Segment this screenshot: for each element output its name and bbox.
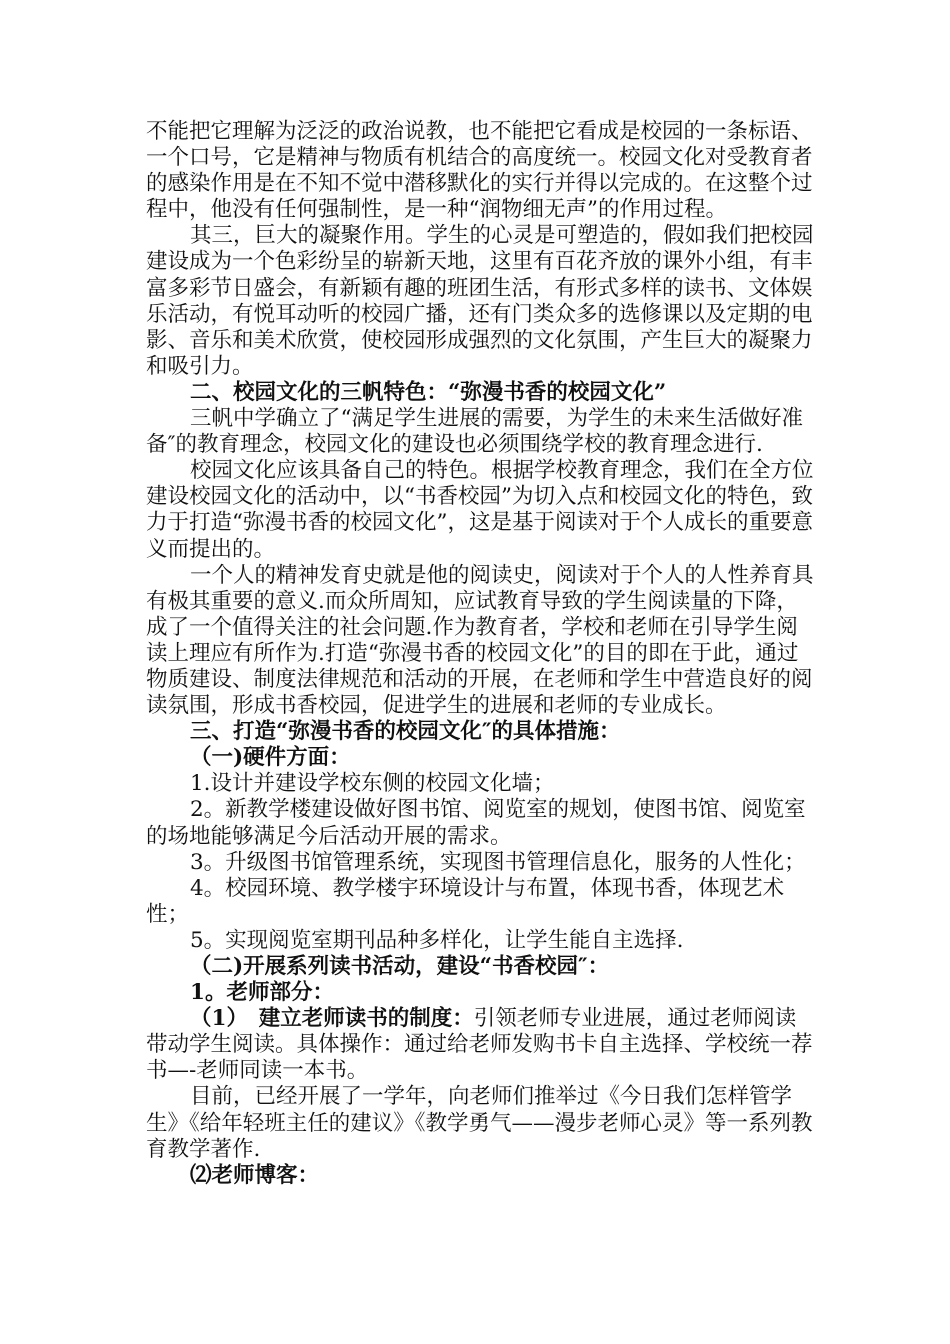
paragraph: 不能把它理解为泛泛的政治说教，也不能把它看成是校园的一条标语、一个口号，它是精神与物质有机结合的高度统一。校园文化对受教育者的感染作用是在不知不觉中潜移默化的实行并得以完成的。在这整个过程中，他没有任何强制性，是一种“润物细无声”的作用过程。: [146, 119, 813, 223]
paragraph: 目前，已经开展了一学年，向老师们推举过《今日我们怎样管学生》《给年轻班主任的建议》《教学勇气——漫步老师心灵》等一系列教育教学著作.: [146, 1084, 813, 1162]
document-page: [146, 119, 814, 1189]
list-item: 4。校园环境、教学楼宇环境设计与布置，体现书香，体现艺术性；: [146, 875, 785, 927]
list-item: 2。新教学楼建设做好图书馆、阅览室的规划，使图书馆、阅览室的场地能够满足今后活动开展的需求。: [146, 797, 806, 849]
section-heading: 三、打造“弥漫书香的校园文化″的具体措施：: [190, 719, 621, 745]
paragraph-text: 引领老师专业进展，通过老师阅读带动学生阅读。具体操作：通过给老师发购书卡自主选择、学校统一荐书—-老师同读一本书。: [146, 1006, 813, 1084]
inline-bold-heading: （1） 建立老师读书的制度：: [190, 1006, 474, 1032]
subsection-heading: ⑵老师博客：: [190, 1162, 320, 1188]
paragraph: 校园文化应该具备自己的特色。根据学校教育理念，我们在全方位建设校园文化的活动中，以“书香校园”为切入点和校园文化的特色，致力于打造“弥漫书香的校园文化”，这是基于阅读对于个人成长的重要意义而提出的。: [146, 458, 814, 562]
paragraph: 其三，巨大的凝聚作用。学生的心灵是可塑造的，假如我们把校园建设成为一个色彩纷呈的崭新天地，这里有百花齐放的课外小组，有丰富多彩节日盛会，有新颖有趣的班团生活，有形式多样的读书、文体娱乐活动，有悦耳动听的校园广播，还有门类众多的选修课以及定期的电影、音乐和美术欣赏，使校园形成强烈的文化氛围，产生巨大的凝聚力和吸引力。: [146, 223, 814, 379]
subsection-heading: 1。老师部分：: [190, 980, 334, 1006]
paragraph: 三帆中学确立了“满足学生进展的需要，为学生的未来生活做好准备″的教育理念，校园文化的建设也必须围绕学校的教育理念进行.: [146, 406, 803, 458]
list-item: 5。实现阅览室期刊品种多样化，让学生能自主选择.: [190, 927, 684, 953]
list-item: 1.设计并建设学校东侧的校园文化墙；: [190, 771, 555, 797]
paragraph: 一个人的精神发育史就是他的阅读史，阅读对于个人的人性养育具有极其重要的意义.而众所周知，应试教育导致的学生阅读量的下降，成了一个值得关注的社会问题.作为教育者，学校和老师在引导学生阅读上理应有所作为.打造“弥漫书香的校园文化”的目的即在于此，通过物质建设、制度法律规范和活动的开展，在老师和学生中营造良好的阅读氛围，形成书香校园，促进学生的进展和老师的专业成长。: [146, 562, 814, 719]
list-item: 3。升级图书馆管理系统，实现图书管理信息化，服务的人性化；: [190, 849, 806, 875]
subsection-heading: （二)开展系列读书活动，建设“书香校园″：: [190, 954, 610, 979]
paragraph: [146, 1006, 814, 1084]
subsection-heading: （一)硬件方面：: [190, 745, 351, 771]
section-heading: 二、校园文化的三帆特色：“弥漫书香的校园文化”: [190, 379, 667, 405]
